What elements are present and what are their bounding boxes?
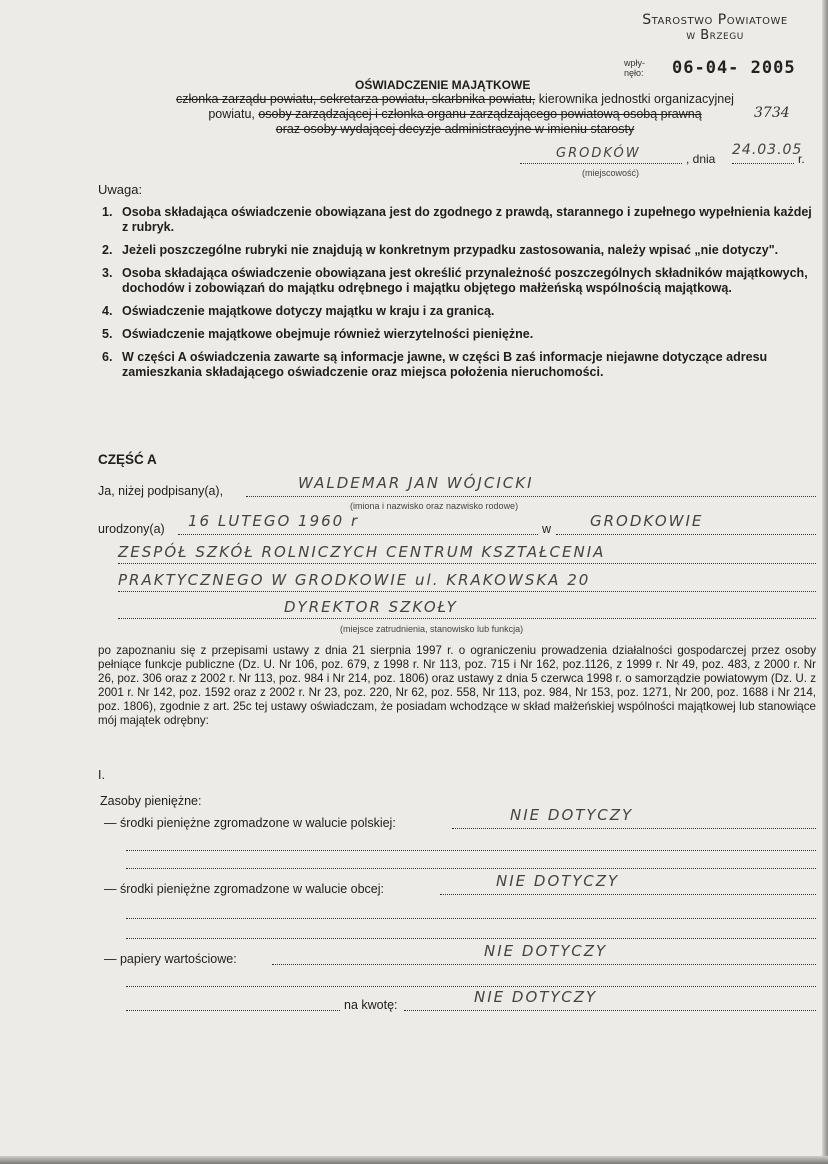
- note-item: [100, 350, 816, 380]
- born-label: urodzony(a): [98, 522, 165, 536]
- place-date-line: [520, 142, 816, 168]
- header-line-2-struck: osoby zarządzającej i członka organu zarządzającego powiatową osobą prawną: [258, 107, 702, 121]
- year-suffix-label: r.: [798, 152, 805, 166]
- header-line-1-struck: członka zarządu powiatu, sekretarza powiatu, skarbnika powiatu,: [176, 92, 536, 106]
- place-value: GRODKÓW: [556, 146, 641, 161]
- registry-number: 3734: [754, 105, 790, 121]
- note-text: Osoba składająca oświadczenie obowiązana jest określić przynależność poszczególnych składników majątkowych, dochodów i zobowiązań do majątku odrębnego i majątku objętego małżeńską wspólnością majątkową.: [122, 266, 808, 295]
- employment-dotted-line-3: [118, 618, 816, 619]
- employment-row-2: [98, 571, 816, 595]
- dnia-label: , dnia: [686, 152, 716, 166]
- foreign-cash-dotted-line: [440, 894, 816, 895]
- stamp-line-1: Starostwo Powiatowe: [642, 12, 788, 28]
- date-value: 24.03.05: [732, 142, 803, 158]
- name-caption: (imiona i nazwisko oraz nazwisko rodowe): [350, 501, 519, 511]
- stamp-line-2: w Brzegu: [686, 28, 744, 43]
- note-item: [100, 205, 816, 235]
- notes-list: [100, 205, 816, 388]
- employment-caption: (miejsce zatrudnienia, stanowisko lub funkcja): [340, 624, 524, 634]
- birth-place-dotted-line: [556, 534, 816, 535]
- note-number: 2.: [102, 243, 113, 257]
- place-caption: (miejscowość): [582, 168, 640, 178]
- place-dotted-line: [520, 163, 682, 164]
- pln-cash-value: NIE DOTYCZY: [510, 806, 634, 824]
- received-date: 06-04- 2005: [672, 58, 796, 78]
- office-stamp: [610, 12, 820, 43]
- amount-leading-dotted-line: [126, 1010, 340, 1011]
- securities-blank-line-1: [126, 986, 816, 987]
- scan-edge-right: [822, 0, 828, 1164]
- employment-line-2: PRAKTYCZNEGO W GRODKOWIE ul. KRAKOWSKA 20: [118, 571, 591, 589]
- amount-row: [100, 990, 816, 1014]
- received-label-line-1: wpły-: [624, 58, 646, 68]
- cash-resources-heading: Zasoby pieniężne:: [100, 794, 202, 808]
- name-row: [98, 476, 816, 500]
- birth-row: [98, 514, 816, 538]
- section-one-heading: I.: [98, 768, 105, 782]
- foreign-cash-label: — środki pieniężne zgromadzone w walucie obcej:: [104, 882, 385, 896]
- header-line-3: [110, 122, 800, 137]
- header-line-2-kept: powiatu,: [208, 107, 259, 121]
- note-text: Oświadczenie majątkowe obejmuje również wierzytelności pieniężne.: [122, 327, 534, 341]
- name-dotted-line: [246, 496, 816, 497]
- employment-dotted-line-1: [118, 563, 816, 564]
- document-title: OŚWIADCZENIE MAJĄTKOWE: [355, 78, 531, 92]
- birth-date-dotted-line: [178, 534, 538, 535]
- note-number: 6.: [102, 350, 113, 364]
- securities-label: — papiery wartościowe:: [104, 952, 237, 966]
- foreign-cash-value: NIE DOTYCZY: [496, 872, 620, 890]
- note-item: [100, 304, 816, 319]
- date-dotted-line: [732, 163, 794, 164]
- header-line-3-struck: oraz osoby wydającej decyzje administracyjne w imieniu starosty: [275, 122, 635, 136]
- note-item: [100, 243, 816, 258]
- birth-date: 16 LUTEGO 1960 r: [188, 512, 360, 530]
- foreign-cash-row: [100, 874, 816, 898]
- securities-value: NIE DOTYCZY: [484, 942, 608, 960]
- declarant-label: Ja, niżej podpisany(a),: [98, 484, 224, 498]
- note-text: W części A oświadczenia zawarte są informacje jawne, w części B zaś informacje niejawne dotyczące adresu zamieszkania składającego oświadczenie oraz miejsca położenia nieruchomości.: [122, 350, 768, 379]
- birth-place-label: w: [542, 522, 552, 536]
- pln-cash-blank-line-2: [126, 868, 816, 869]
- note-text: Oświadczenie majątkowe dotyczy majątku w kraju i za granicą.: [122, 304, 495, 318]
- employment-row-1: [98, 543, 816, 567]
- pln-cash-blank-line-1: [126, 850, 816, 851]
- amount-label: na kwotę:: [344, 998, 398, 1012]
- employment-line-1: ZESPÓŁ SZKÓŁ ROLNICZYCH CENTRUM KSZTAŁCENIA: [118, 543, 606, 561]
- note-text: Osoba składająca oświadczenie obowiązana jest do zgodnego z prawdą, starannego i zupełnego wypełnienia każdej z rubryk.: [122, 205, 812, 234]
- note-number: 4.: [102, 304, 113, 318]
- header-line-1: [110, 92, 800, 107]
- amount-value: NIE DOTYCZY: [474, 988, 598, 1006]
- foreign-cash-blank-line-1: [126, 918, 816, 919]
- pln-cash-label: — środki pieniężne zgromadzone w walucie polskiej:: [104, 816, 396, 830]
- note-number: 1.: [102, 205, 113, 219]
- note-number: 5.: [102, 327, 113, 341]
- header-position-lines: [110, 92, 800, 137]
- foreign-cash-blank-line-2: [126, 938, 816, 939]
- received-label: [624, 58, 645, 78]
- declarant-name: WALDEMAR JAN WÓJCICKI: [298, 474, 534, 492]
- part-a-heading: CZĘŚĆ A: [98, 452, 157, 467]
- employment-dotted-line-2: [118, 591, 816, 592]
- received-label-line-2: nęło:: [624, 68, 644, 78]
- employment-line-3: DYREKTOR SZKOŁY: [284, 598, 458, 616]
- pln-cash-row: [100, 808, 816, 832]
- note-text: Jeżeli poszczególne rubryki nie znajdują w konkretnym przypadku zastosowania, należy wpisać „nie dotyczy".: [122, 243, 779, 257]
- scan-edge-bottom: [0, 1156, 828, 1164]
- note-item: [100, 327, 816, 342]
- employment-row-3: [98, 598, 816, 622]
- pln-cash-dotted-line: [452, 828, 816, 829]
- notes-heading: Uwaga:: [98, 182, 143, 197]
- legal-basis-paragraph: po zapoznaniu się z przepisami ustawy z dnia 21 sierpnia 1997 r. o ograniczeniu prowadzenia działalności gospodarczej przez osoby pełniące funkcje publiczne (Dz. U. Nr 106, poz. 679, z 1998 r. Nr 113, poz. 715 i Nr 162, poz.1126, z 1999 r. Nr 49, poz. 483, z 2000 r. Nr 26, poz. 306 oraz z 2002 r. Nr 113, poz. 984 i Nr 214, poz. 1806) oraz ustawy z dnia 5 czerwca 1998 r. o samorządzie powiatowym (Dz. U. z 2001 r. Nr 142, poz. 1592 oraz z 2002 r. Nr 23, poz. 220, Nr 62, poz. 558, Nr 113, poz. 984, Nr 153, poz. 1271, Nr 200, poz. 1688 i Nr 214, poz. 1806), zgodnie z art. 25c tej ustawy oświadczam, że posiadam wchodzące w skład małżeńskiej wspólności majątkowej lub stanowiące mój majątek odrębny:: [98, 644, 816, 727]
- birth-place: GRODKOWIE: [590, 512, 704, 530]
- amount-dotted-line: [404, 1010, 816, 1011]
- note-item: [100, 266, 816, 296]
- header-line-2: [110, 107, 800, 122]
- securities-dotted-line: [272, 964, 816, 965]
- header-line-1-kept: kierownika jednostki organizacyjnej: [535, 92, 734, 106]
- securities-row: [100, 944, 816, 968]
- note-number: 3.: [102, 266, 113, 280]
